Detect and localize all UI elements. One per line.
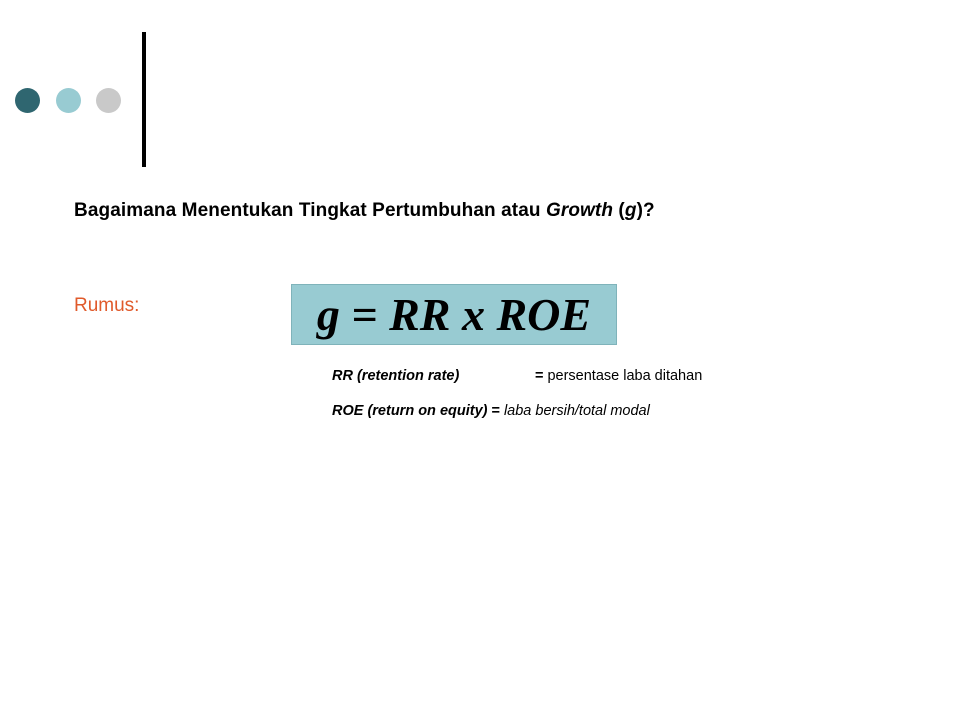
decorative-dot-light-teal [56, 88, 81, 113]
decorative-dot-gray [96, 88, 121, 113]
definition-value: persentase laba ditahan [547, 368, 703, 384]
definition-value: laba bersih/total modal [503, 403, 650, 419]
slide-heading [74, 200, 655, 222]
definition-rr [332, 368, 702, 384]
definition-equals: = [491, 403, 500, 419]
formula-box [291, 284, 617, 345]
definition-term: ROE (return on equity) [332, 403, 488, 419]
heading-prefix: Bagaimana Menentukan Tingkat Pertumbuhan atau [74, 200, 546, 221]
decorative-vertical-bar [142, 32, 146, 167]
heading-g-symbol: g [624, 200, 637, 221]
definition-equals: = [535, 368, 544, 384]
heading-paren-open: ( [613, 200, 625, 221]
heading-growth-term: Growth [545, 200, 614, 221]
definition-roe [332, 403, 650, 419]
formula-expression: g = RR x ROE [316, 288, 592, 340]
decorative-dot-dark-teal [15, 88, 40, 113]
definition-term: RR (retention rate) [332, 368, 460, 384]
heading-paren-close: )? [636, 200, 655, 221]
formula-label: Rumus: [74, 295, 140, 316]
